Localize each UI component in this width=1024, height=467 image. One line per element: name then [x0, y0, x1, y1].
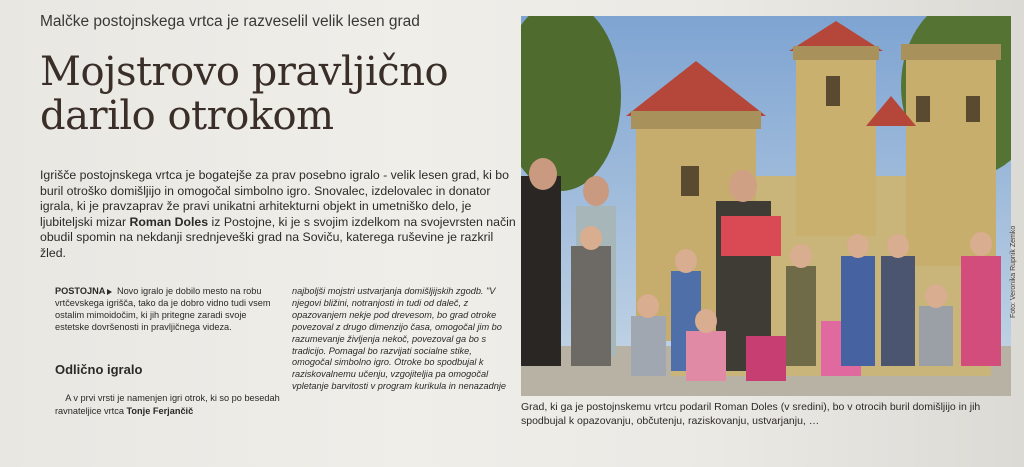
headline-line-1: Mojstrovo pravljično	[40, 49, 449, 95]
article-photo	[521, 16, 1011, 396]
photo-caption: Grad, ki ga je postojnskemu vrtcu podaril Roman Doles (v sredini), bo v otrocih buril domišljijo in jih spodbujal k opazovanju, občutenju, raziskovanju, ustvarjanju, …	[521, 401, 981, 427]
lead-author-name: Roman Doles	[129, 214, 209, 229]
dateline-arrow-icon	[107, 289, 112, 295]
column-1b-text: A v prvi vrsti je namenjen igri otrok, ki so po besedah ravnateljice vrtca	[55, 393, 280, 416]
dateline: POSTOJNA	[55, 286, 106, 296]
article-subhead: Odlično igralo	[55, 362, 143, 377]
lead-text-2: iz Postojne, ki je s svojim izdelkom na svojevrsten način obudil spomin na nekdanji srednjeveški grad na Soviču, katerega ruševine je razkril žled.	[40, 214, 516, 260]
article-column-1	[55, 286, 283, 334]
article-column-1-continued	[55, 392, 283, 417]
article-column-2: najboljši mojstri ustvarjanja domišljijskih zgodb. "V njegovi bližini, notranjosti in tudi od daleč, z opazovanjem nekje pod drevesom, bo grad otroke povezoval z drugo dimenzijo časa, omogočal jim bo razumevanje življenja nekoč, povezoval ga bo s tradicijo. Pomagal bo razvijati socialne stike, omogočal simbolno igro. Otroke bo spodbujal k raziskovalnemu učenju, vzgojiteljia pa omogočal vpletanje barvitosti v program kurikula in nenazadnje	[292, 286, 506, 392]
castle-photo-illustration	[521, 16, 1011, 396]
lead-text-1: Igrišče postojnskega vrtca je bogatejše za prav posebno igralo - velik lesen grad, ki bo buril otroško domišljijo in omogočal simbolno igro. Snovalec, izdelovalec in donator igrala, ki je pravzaprav že pravi unikatni arhitekturni objekt in umetniško delo, je ljubiteljski mizar	[40, 168, 509, 229]
column-1-text: Novo igralo je dobilo mesto na robu vrtčevskega igrišča, tako da je dobro vidno tudi vsem ostalim mimoidočim, ki jih pritegne zaradi svoje estetske dovršenosti in pravljičnega videza.	[55, 286, 271, 332]
article-kicker: Malčke postojnskega vrtca je razveselil velik lesen grad	[40, 13, 420, 30]
principal-name: Tonje Ferjančič	[126, 405, 194, 416]
article-lead	[40, 168, 520, 262]
photo-credit: Foto: Veronika Rupnik Zemko	[1010, 225, 1017, 318]
article-headline	[40, 50, 520, 138]
headline-line-2: darilo otrokom	[40, 93, 334, 139]
